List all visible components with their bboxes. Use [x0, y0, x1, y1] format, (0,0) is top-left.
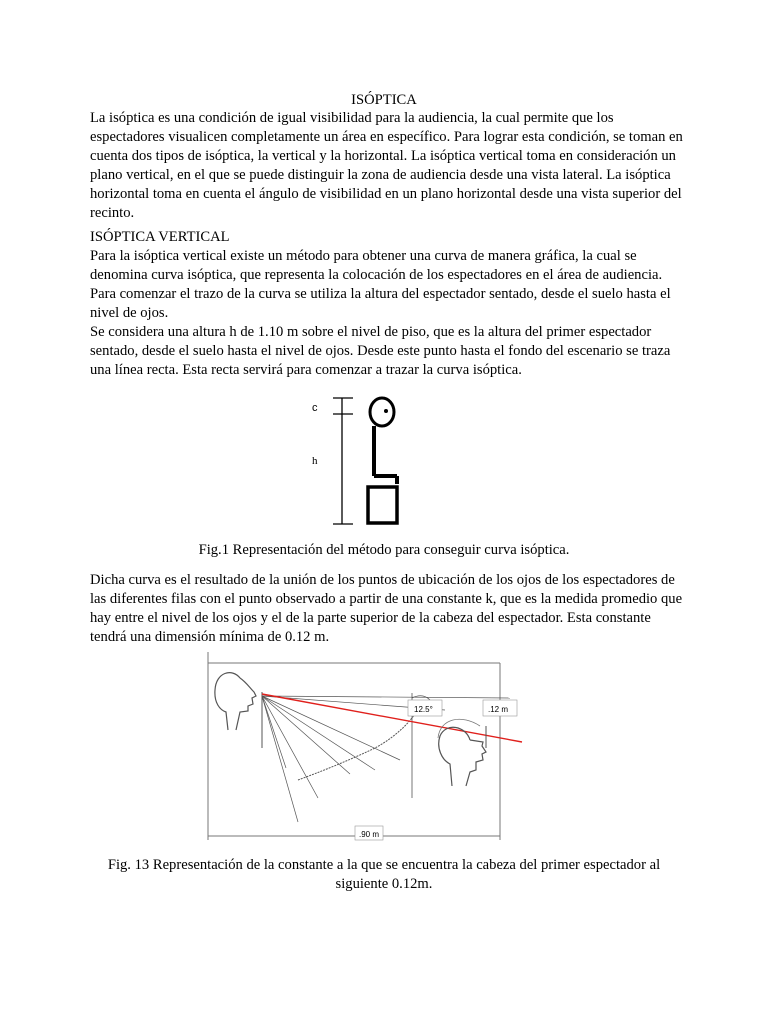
height-paragraph: Se considera una altura h de 1.10 m sobre el nivel de piso, que es la altura del primer espectador sentado, desde el suelo hasta el nivel de ojos. Desde este punto hasta el fondo del escenario se traza una línea recta. Esta recta servirá para comenzar a trazar la curva isóptica.	[90, 324, 671, 378]
fig1-head	[370, 398, 394, 426]
fig1-seat	[368, 487, 397, 523]
section-heading-vertical: ISÓPTICA VERTICAL	[90, 229, 230, 245]
fig1-caption: Fig.1 Representación del método para conseguir curva isóptica.	[198, 542, 570, 558]
fig13-caption: Fig. 13 Representación de la constante a la que se encuentra la cabeza del primer espectador al siguiente 0.12m.	[107, 857, 661, 892]
fig13-sight-rays	[262, 696, 510, 822]
fig13-width-label: .90 m	[359, 830, 380, 839]
fig13-isoptic-curve	[298, 714, 415, 780]
document-title: ISÓPTICA	[351, 92, 417, 108]
fig13-isoptic-constant-diagram	[200, 648, 540, 844]
curve-paragraph: Dicha curva es el resultado de la unión de los puntos de ubicación de los ojos de los espectadores de las diferentes filas con el punto observado a partir de una constante k, que es la medida promedio que hay entre el nivel de los ojos y el de la parte superior de la cabeza del espectador. Esta constante tendrá una dimensión mínima de 0.12 m.	[90, 572, 683, 645]
fig1-eye	[384, 409, 388, 413]
fig1-label-h: h	[312, 455, 318, 467]
fig13-head-second-spectator	[439, 727, 486, 786]
fig1-label-c: c	[312, 402, 318, 414]
fig1-seated-spectator-diagram	[300, 392, 410, 528]
intro-paragraph: La isóptica es una condición de igual visibilidad para la audiencia, la cual permite que los espectadores visualicen completamente un área en específico. Para lograr esta condición, se toman en cuenta dos tipos de isóptica, la vertical y la horizontal. La isóptica vertical toma en consideración un plano vertical, en el que se puede distinguir la zona de audiencia desde una vista lateral. La isóptica horizontal toma en cuenta el ángulo de visibilidad en un plano horizontal desde una vista superior del recinto.	[90, 110, 683, 221]
fig13-angle-arc	[412, 696, 430, 700]
fig13-angle-label: 12.5°	[414, 705, 433, 714]
fig13-head-front-spectator	[215, 673, 256, 730]
fig13-k-label: .12 m	[488, 705, 509, 714]
method-paragraph: Para la isóptica vertical existe un método para obtener una curva de manera gráfica, la cual se denomina curva isóptica, que representa la colocación de los espectadores en el área de audiencia. Para comenzar el trazo de la curva se utiliza la altura del espectador sentado, desde el suelo hasta el nivel de ojos.	[90, 248, 671, 321]
